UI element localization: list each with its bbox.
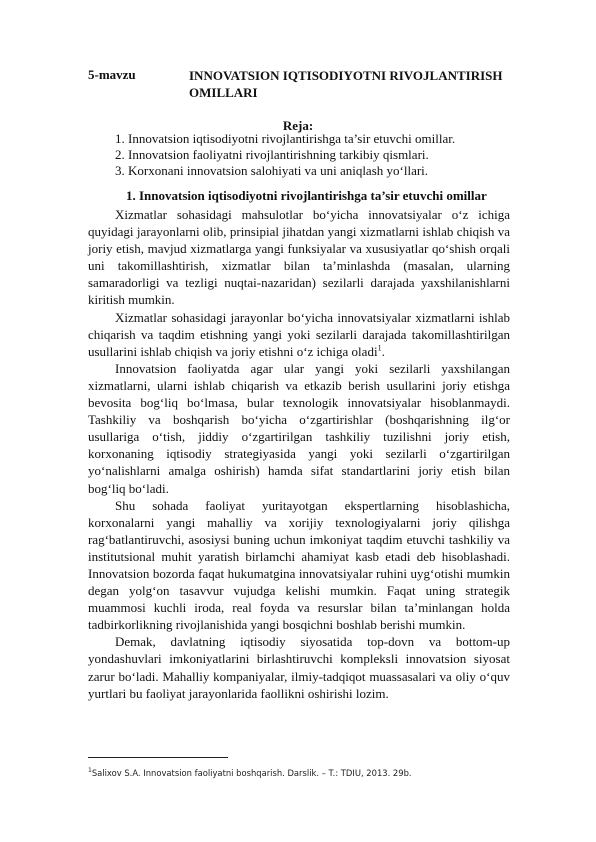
footnote-reference[interactable]: 1 (377, 343, 382, 353)
topic-title: INNOVATSION IQTISODIYOTNI RIVOJLANTIRISH OMILLARI (189, 68, 503, 100)
body-text (88, 206, 510, 702)
paragraph: Shu sohada faoliyat yuritayotgan ekspertlarning hisoblashicha, korxonalarni yangi mahalliy va xorijiy texnologiyalarni joriy qilishga rag‘batlantiruvchi, asosiysi buning uchun imkoniyat taqdim etuvchi tashkiliy va institutsional muhit yaratish birlamchi ahamiyat kasb etadi deb hisoblashadi. Innovatsion bozorda faqat hukumatgina innovatsiyalar ruhini uyg‘otishi mumkin degan yolg‘on tasavvur vujudga kelishi mumkin. Faqat uning strategik muammosi kuchli iroda, real foyda va resurslar bilan ta’minlangan holda tadbirkorlikning rivojlanishida yangi bosqichni boshlab berishi mumkin. (88, 497, 510, 633)
paragraph-text: Xizmatlar sohasidagi jarayonlar bo‘yicha innovatsiyalar xizmatlarni ishlab chiqarish va taqdim etishning yangi yoki sezilarli darajada takomillashtirilgan usullarini ishlab chiqish va joriy etishni o‘z ichiga oladi (88, 309, 510, 359)
topic-label: 5-mavzu (88, 67, 136, 82)
paragraph: Xizmatlar sohasidagi mahsulotlar bo‘yicha innovatsiyalar o‘z ichiga quyidagi jarayonlarni olib, prinsipial jihatdan yangi xizmatlarni ishlab chiqish va joriy etish, mavjud xizmatlarga yangi funksiyalar va xususiyatlar qo‘shish orqali uni takomillashtirish, xizmatlar bilan ta’minlashda (masalan, ularning samaradorligi va tezligi nuqtai-nazaridan) sezilarli darajada yaxshilanishlarni kiritish mumkin. (88, 207, 510, 308)
paragraph (88, 309, 510, 360)
plan-item: 2. Innovatsion faoliyatni rivojlantirishning tarkibiy qismlari. (115, 147, 429, 162)
plan-heading: Reja: (282, 118, 314, 133)
footnote-text: Salixov S.A. Innovatsion faoliyatni boshqarish. Darslik. – T.: TDIU, 2013. 29b. (91, 767, 412, 778)
plan-item: 3. Korxonani innovatsion salohiyati va uni aniqlash yo‘llari. (115, 163, 429, 178)
plan-list (115, 131, 455, 179)
paragraph: Innovatsion faoliyatda agar ular yangi yoki sezilarli yaxshilangan xizmatlarni, ularni ishlab chiqarish va etkazib berish usullarini joriy etishga bevosita bog‘liq bo‘lmasa, bular texnologik innovatsiyalar hisoblanmaydi. Tashkiliy va boshqarish bo‘yicha o‘zgartirishlar (boshqarishning ilg‘or usullariga o‘tish, jiddiy o‘zgartirilgan tashkiliy tuzilishni joriy etish, korxonaning iqtisodiy strategiyasida yangi yoki sezilarli o‘zgartirilgan yo‘nalishlarni amalga oshirish) hamda sifat standartlarini joriy etish bilan bog‘liq bo‘ladi. (88, 360, 510, 496)
section-heading: 1. Innovatsion iqtisodiyotni rivojlantirishga ta’sir etuvchi omillar (126, 188, 487, 203)
footnote-number: 1 (88, 767, 92, 774)
paragraph: Demak, davlatning iqtisodiy siyosatida top-dovn va bottom-up yondashuvlari imkoniyatlarini birlashtiruvchi kompleksli innovatsion siyosat zarur bo‘ladi. Mahalliy kompaniyalar, ilmiy-tadqiqot muassasalari va oliy o‘quv yurtlari bu faoliyat jarayonlarida faollikni oshirishi lozim. (88, 634, 510, 701)
paragraph-end: . (381, 343, 385, 359)
plan-item: 1. Innovatsion iqtisodiyotni rivojlantirishga ta’sir etuvchi omillar. (115, 131, 456, 146)
footnote (88, 767, 518, 778)
footnote-divider (88, 757, 228, 758)
